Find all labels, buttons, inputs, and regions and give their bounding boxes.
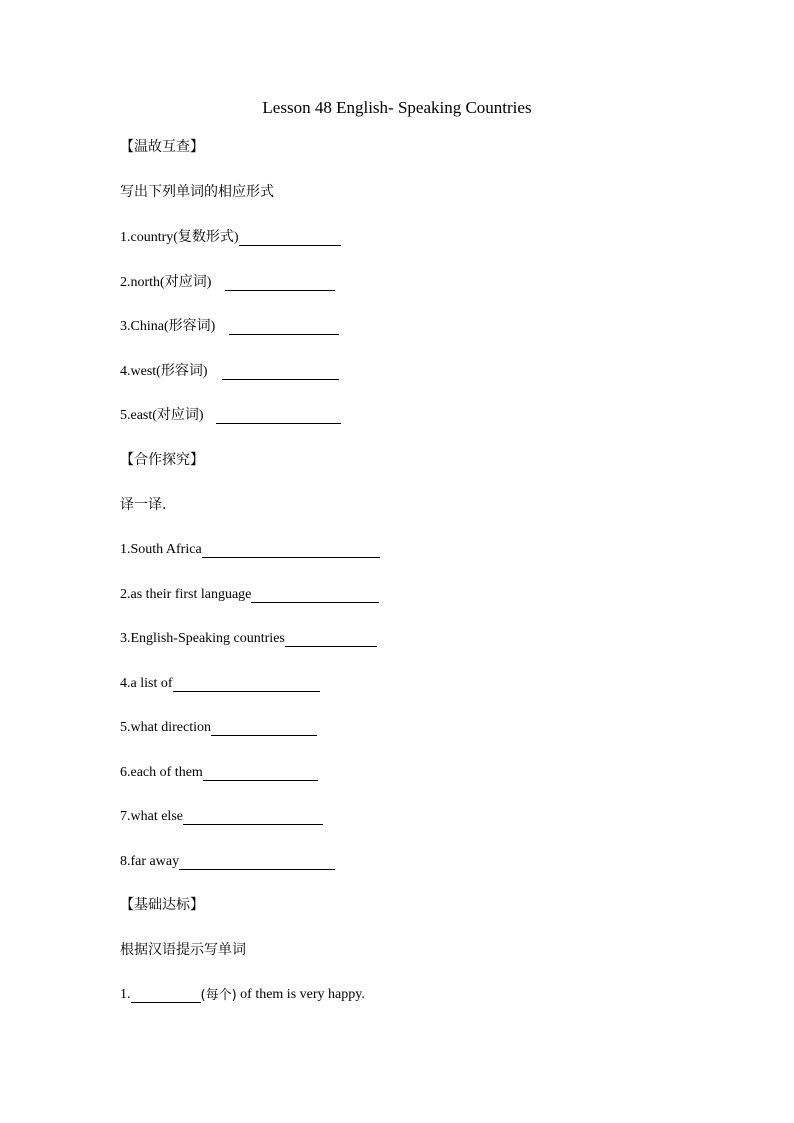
answer-blank[interactable] — [285, 632, 377, 647]
translate-item-2 — [120, 583, 379, 603]
section-instruction-translate: 译一译. — [120, 497, 167, 513]
translate-item-1-text: 1.South Africa — [120, 542, 202, 557]
section-header-cooperation: 【合作探究】 — [120, 452, 204, 468]
translate-item-1 — [120, 538, 380, 558]
translate-item-4-text: 4.a list of — [120, 676, 173, 691]
page-title: Lesson 48 English- Speaking Countries — [262, 98, 532, 117]
review-item-5-text: 5.east(对应词) — [120, 408, 204, 423]
write-item-1-suffix: of them is very happy. — [236, 987, 365, 1002]
answer-blank[interactable] — [202, 543, 380, 558]
review-item-3 — [120, 315, 339, 335]
write-item-1-hint: (每个) — [200, 988, 237, 1003]
write-item-1-number: 1. — [120, 987, 131, 1002]
answer-blank[interactable] — [222, 365, 339, 380]
review-item-2-text: 2.north(对应词) — [120, 275, 212, 290]
answer-blank[interactable] — [211, 721, 317, 736]
section-header-review: 【温故互查】 — [120, 139, 204, 155]
translate-item-6-text: 6.each of them — [120, 765, 203, 780]
translate-item-8-text: 8.far away — [120, 854, 180, 869]
review-item-4-text: 4.west(形容词) — [120, 364, 208, 379]
translate-item-5 — [120, 716, 317, 736]
answer-blank[interactable] — [131, 988, 201, 1003]
section-instruction-word-forms: 写出下列单词的相应形式 — [120, 184, 274, 200]
section-instruction-write-words: 根据汉语提示写单词 — [120, 942, 246, 958]
section-header-basics: 【基础达标】 — [120, 897, 204, 913]
answer-blank[interactable] — [229, 320, 339, 335]
review-item-1-text: 1.country(复数形式) — [120, 230, 239, 245]
review-item-1 — [120, 226, 341, 246]
answer-blank[interactable] — [216, 409, 341, 424]
translate-item-7 — [120, 805, 323, 825]
answer-blank[interactable] — [203, 766, 318, 781]
review-item-3-text: 3.China(形容词) — [120, 319, 216, 334]
review-item-4 — [120, 360, 339, 380]
translate-item-6 — [120, 761, 318, 781]
translate-item-5-text: 5.what direction — [120, 720, 211, 735]
translate-item-3-text: 3.English-Speaking countries — [120, 631, 285, 646]
answer-blank[interactable] — [179, 855, 335, 870]
translate-item-2-text: 2.as their first language — [120, 587, 252, 602]
review-item-5 — [120, 404, 341, 424]
answer-blank[interactable] — [225, 276, 335, 291]
write-item-1 — [120, 983, 365, 1003]
answer-blank[interactable] — [251, 588, 379, 603]
review-item-2 — [120, 271, 335, 291]
answer-blank[interactable] — [239, 231, 341, 246]
translate-item-8 — [120, 850, 335, 870]
answer-blank[interactable] — [173, 677, 320, 692]
translate-item-3 — [120, 627, 377, 647]
answer-blank[interactable] — [183, 810, 323, 825]
translate-item-7-text: 7.what else — [120, 809, 183, 824]
translate-item-4 — [120, 672, 320, 692]
